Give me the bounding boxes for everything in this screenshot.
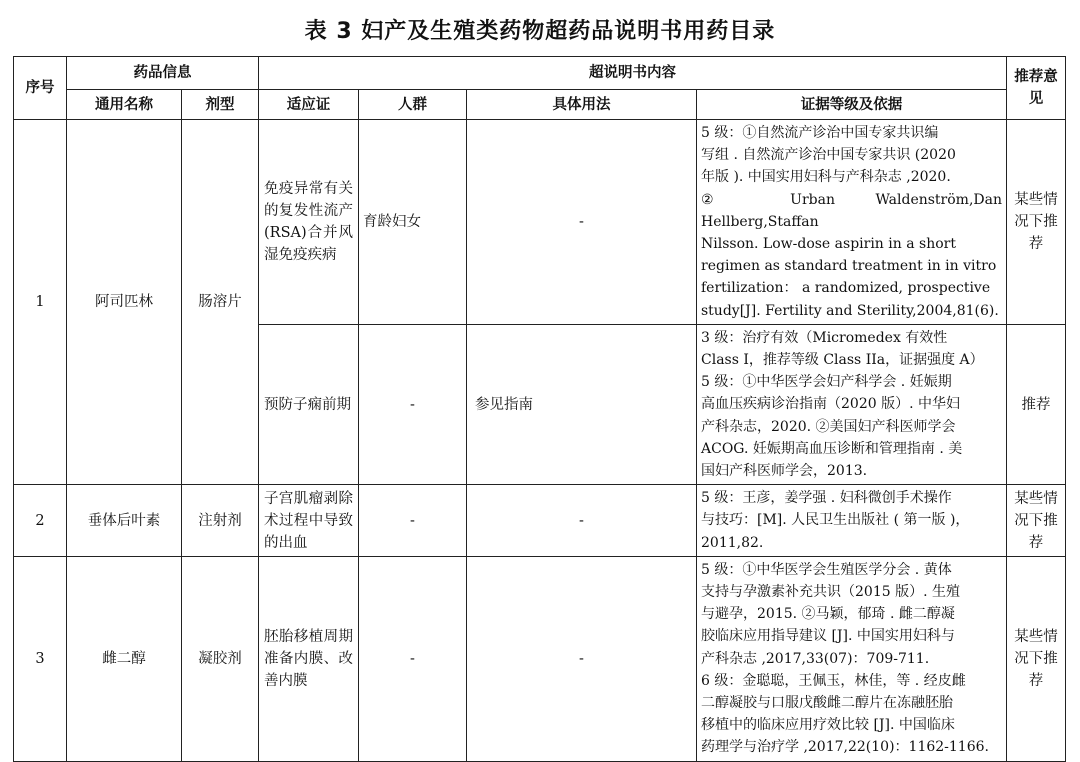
dosage-form-cell: 肠溶片 [182,120,259,485]
evidence-line: study[J]. Fertility and Sterility,2004,81(6). [701,302,999,319]
evidence-line: fertilization： a randomized, prospective [701,280,991,297]
evidence-line: 国妇产科医师学会，2013. [701,463,868,480]
generic-name-cell: 阿司匹林 [67,120,182,485]
evidence-line: 5 级：①中华医学会妇产科学会 . 妊娠期 [701,374,952,391]
usage-cell: - [467,120,697,325]
population-cell: 育龄妇女 [359,120,467,325]
usage-cell: - [467,556,697,761]
header-dosage-form: 剂型 [182,90,259,120]
recommendation-cell: 某些情况下推荐 [1007,556,1066,761]
recommendation-cell: 某些情况下推荐 [1007,485,1066,557]
recommendation-cell: 某些情况下推荐 [1007,120,1066,325]
evidence-line: 5 级：王彦，姜学强 . 妇科微创手术操作 [701,490,952,507]
header-row-top [14,57,1066,90]
indication-cell: 免疫异常有关的复发性流产(RSA)合并风湿免疫疾病 [259,120,359,325]
population-cell: - [359,556,467,761]
header-population: 人群 [359,90,467,120]
header-indication: 适应证 [259,90,359,120]
evidence-line: 胶临床应用指导建议 [J]. 中国实用妇科与 [701,628,955,645]
header-recommendation: 推荐意见 [1007,57,1066,120]
header-generic-name: 通用名称 [67,90,182,120]
evidence-line: ② Urban Waldenström,Dan Hellberg,Staffan [701,191,1002,230]
evidence-line: 与技巧：[M]. 人民卫生出版社 ( 第一版 )， [701,512,970,529]
population-cell: - [359,324,467,484]
evidence-line: 产科杂志 ,2017,33(07)：709-711. [701,650,930,667]
header-evidence: 证据等级及依据 [697,90,1007,120]
header-usage: 具体用法 [467,90,697,120]
population-cell: - [359,485,467,557]
table-row [14,485,1066,557]
off-label-drug-table [13,56,1066,762]
table-row [14,556,1066,761]
evidence-line: 产科杂志，2020. ②美国妇产科医师学会 [701,418,956,435]
evidence-line: ACOG. 妊娠期高血压诊断和管理指南 . 美 [701,440,963,457]
evidence-line: 高血压疾病诊治指南（2020 版）. 中华妇 [701,396,960,413]
evidence-line: 2011,82. [701,534,764,551]
evidence-line: Nilsson. Low-dose aspirin in a short [701,236,956,253]
evidence-line: 与避孕，2015. ②马颖，郁琦 . 雌二醇凝 [701,606,955,623]
evidence-line: 5 级：①中华医学会生殖医学分会 . 黄体 [701,561,952,578]
seq-cell: 3 [14,556,67,761]
dosage-form-cell: 凝胶剂 [182,556,259,761]
dosage-form-cell: 注射剂 [182,485,259,557]
header-drug-info: 药品信息 [67,57,259,90]
usage-cell: - [467,485,697,557]
evidence-line: 药理学与治疗学 ,2017,22(10)：1162-1166. [701,739,989,756]
seq-cell: 1 [14,120,67,485]
evidence-line: regimen as standard treatment in in vitro [701,258,997,275]
evidence-line: 支持与孕激素补充共识（2015 版）. 生殖 [701,584,960,601]
evidence-line: 移植中的临床应用疗效比较 [J]. 中国临床 [701,717,955,734]
generic-name-cell: 垂体后叶素 [67,485,182,557]
header-seq: 序号 [14,57,67,120]
generic-name-cell: 雌二醇 [67,556,182,761]
seq-cell: 2 [14,485,67,557]
indication-cell: 胚胎移植周期准备内膜、改善内膜 [259,556,359,761]
header-off-label-content: 超说明书内容 [259,57,1007,90]
evidence-cell [697,120,1007,325]
indication-cell: 子宫肌瘤剥除术过程中导致的出血 [259,485,359,557]
evidence-line: 年版 ). 中国实用妇科与产科杂志 ,2020. [701,169,951,186]
evidence-line: 6 级：金聪聪，王佩玉，林佳，等 . 经皮雌 [701,672,966,689]
evidence-line: 5 级：①自然流产诊治中国专家共识编 [701,125,939,141]
evidence-cell [697,556,1007,761]
table-title: 表 3 妇产及生殖类药物超药品说明书用药目录 [304,19,776,44]
usage-cell: 参见指南 [467,324,697,484]
recommendation-cell: 推荐 [1007,324,1066,484]
indication-cell: 预防子痫前期 [259,324,359,484]
table-row [14,120,1066,325]
evidence-line: Class I，推荐等级 Class IIa，证据强度 A） [701,352,984,369]
evidence-line: 二醇凝胶与口服戊酸雌二醇片在冻融胚胎 [701,695,953,712]
evidence-cell [697,324,1007,484]
evidence-line: 3 级：治疗有效（Micromedex 有效性 [701,329,948,346]
evidence-line: 写组 . 自然流产诊治中国专家共识 (2020 [701,147,956,164]
header-row-sub [14,90,1066,120]
evidence-cell [697,485,1007,557]
